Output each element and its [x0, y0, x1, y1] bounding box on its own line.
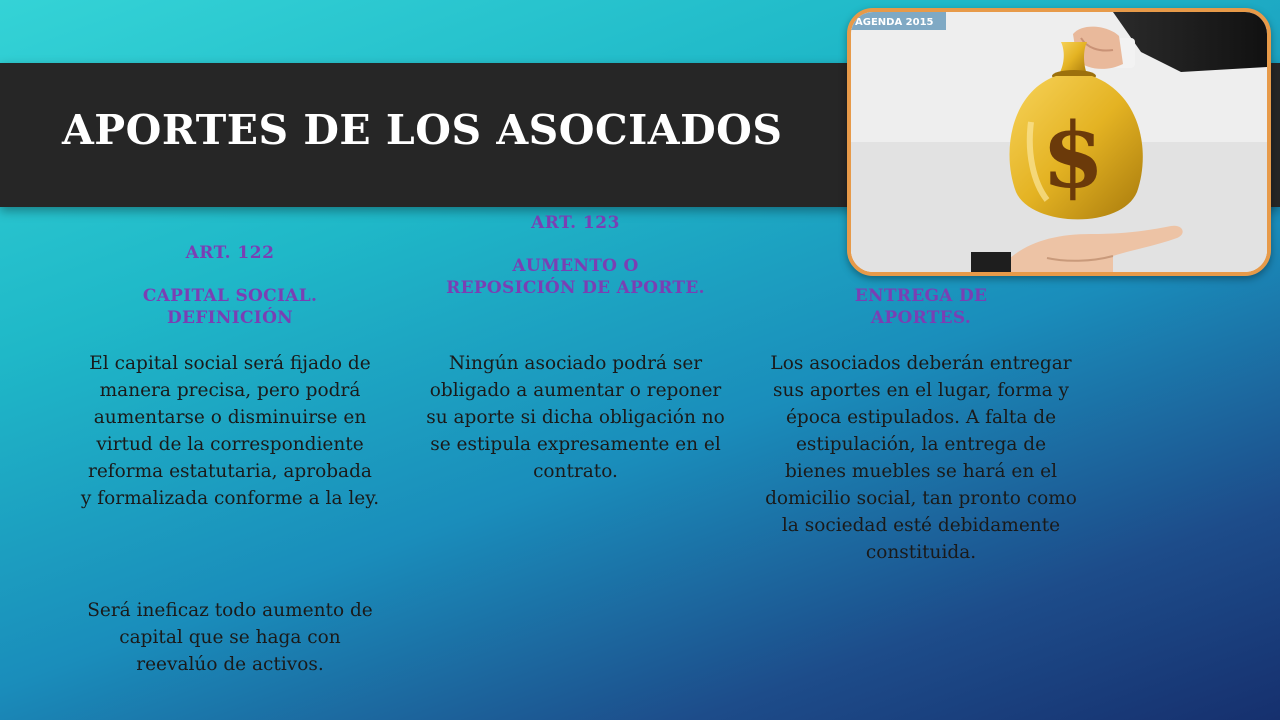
article-paragraph: Los asociados deberán entregar sus aportes en el lugar, forma y época estipulados. A falta de estipulación, la entrega de bienes muebles se hará en el domicilio social, tan pronto como la sociedad esté debidamente constituida. — [765, 353, 1077, 563]
money-bag-illustration — [851, 12, 1267, 272]
dollar-sign: $ — [1041, 103, 1105, 209]
article-paragraph: Será ineficaz todo aumento de capital que se haga con reevalúo de activos. — [87, 600, 373, 675]
article-paragraph: El capital social será fijado de manera precisa, pero podrá aumentarse o disminuirse en virtud de la correspondiente reforma estatutaria, aprobada y formalizada conforme a la ley. — [80, 353, 380, 509]
article-heading: ENTREGA DE APORTES. — [854, 286, 988, 328]
article-heading: AUMENTO O REPOSICIÓN DE APORTE. — [446, 256, 705, 298]
money-bag-photo — [847, 8, 1271, 276]
article-number: ART. 122 — [185, 243, 275, 263]
article-paragraph: Ningún asociado podrá ser obligado a aumentar o reponer su aporte si dicha obligación no se estipula expresamente en el contrato. — [426, 353, 725, 482]
article-heading: CAPITAL SOCIAL. DEFINICIÓN — [142, 286, 318, 328]
article-number: ART. 123 — [531, 213, 620, 233]
slide-title: APORTES DE LOS ASOCIADOS — [62, 106, 783, 154]
banner-text: AGENDA 2015 — [855, 17, 934, 28]
